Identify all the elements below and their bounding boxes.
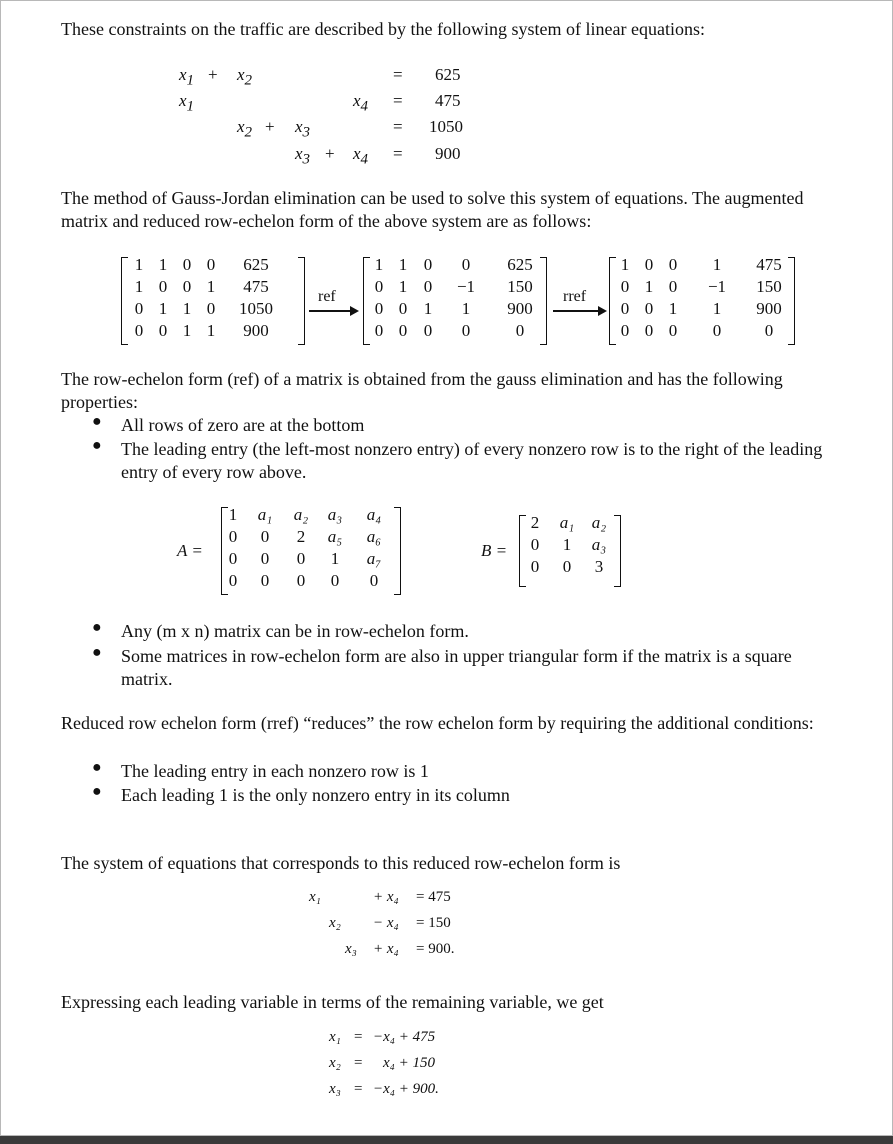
matrix-cell: 0 <box>182 277 192 296</box>
matrix-cell: 0 <box>182 255 192 274</box>
matrix-cell: 1 <box>620 255 630 274</box>
more-bullet-2: Some matrices in row-echelon form are also in upper triangular form if the matrix is a square matrix. <box>121 646 792 689</box>
sol-x1: x₁ <box>329 1029 341 1045</box>
sol-x2: x₂ <box>329 1055 341 1071</box>
matrix-cell: 0 <box>398 299 408 318</box>
eq2-equals: = <box>393 91 403 110</box>
eq3-plus: + <box>265 117 275 136</box>
intro-text: These constraints on the traffic are described by the following system of linear equations: <box>61 19 705 39</box>
matrix-cell: 150 <box>507 277 533 296</box>
sol-rhs1: −x₄ + 475 <box>373 1029 436 1045</box>
matrix-cell: 0 <box>620 277 630 296</box>
matrix-cell: 0 <box>644 299 654 318</box>
rref-bullet-2: Each leading 1 is the only nonzero entry in its column <box>121 785 510 805</box>
bullet-icon: ● <box>92 759 102 776</box>
matrix-cell: 900 <box>507 299 533 318</box>
matrix-cell: 0 <box>228 527 238 546</box>
matrix-cell: 1050 <box>239 299 273 318</box>
eq1-rhs: 625 <box>435 65 461 84</box>
bullet-icon: ● <box>92 437 102 454</box>
rs-rhs3: = 900. <box>416 941 455 957</box>
rs-plus-x4: + x₄ <box>373 889 399 905</box>
matrix-cell: 1 <box>712 255 722 274</box>
matrix-b <box>519 515 621 587</box>
eq3-equals: = <box>393 117 403 136</box>
rs-plus-x4b: + x₄ <box>373 941 399 957</box>
matrix-cell: 1 <box>562 535 572 554</box>
matrix-cell: 0 <box>668 277 678 296</box>
matrix-cell: 0 <box>668 255 678 274</box>
matrix-cell: −1 <box>456 277 476 296</box>
ref-arrow <box>309 310 351 312</box>
matrix-cell: a₃ <box>327 505 343 524</box>
express-text: Expressing each leading variable in terms of the remaining variable, we get <box>61 992 604 1012</box>
eq4-plus: + <box>325 144 335 163</box>
eq4-x3: $x_3$ <box>295 144 311 168</box>
matrix-cell: 475 <box>756 255 782 274</box>
matrix-cell: 0 <box>620 299 630 318</box>
sol-x3: x₃ <box>329 1081 341 1097</box>
sol-eq1: = <box>354 1029 363 1045</box>
matrix-cell: 625 <box>243 255 269 274</box>
bullet-icon: ● <box>92 413 102 430</box>
matrix-cell: 3 <box>594 557 604 576</box>
matrix-cell: 1 <box>158 299 168 318</box>
rs-x3: x₃ <box>345 941 357 957</box>
ref-matrix <box>363 257 547 345</box>
system-text: The system of equations that corresponds to this reduced row-echelon form is <box>61 853 621 873</box>
rref-label: rref <box>563 288 587 305</box>
matrix-cell: 0 <box>712 321 722 340</box>
matrix-cell: 0 <box>134 321 144 340</box>
matrix-cell: 1 <box>182 321 192 340</box>
matrix-cell: a₁ <box>257 505 273 524</box>
matrix-cell: 0 <box>668 321 678 340</box>
matrix-cell: 0 <box>260 571 270 590</box>
rref-bullet-1: The leading entry in each nonzero row is 1 <box>121 761 429 781</box>
ref-bullet-2: The leading entry (the left-most nonzero entry) of every nonzero row is to the right of the leading entry of every row above. <box>121 439 823 482</box>
matrix-cell: 0 <box>374 277 384 296</box>
matrix-cell: 0 <box>330 571 340 590</box>
rs-minus-x4: − x₄ <box>373 915 399 931</box>
eq4-rhs: 900 <box>435 144 461 163</box>
eq3-rhs: 1050 <box>429 117 463 136</box>
matrix-cell: 1 <box>134 277 144 296</box>
eq1-plus: + <box>208 65 218 84</box>
eq1-x2: $x_2$ <box>237 65 253 89</box>
matrix-cell: 0 <box>374 321 384 340</box>
matrix-cell: 0 <box>228 571 238 590</box>
eq2-x4: $x_4$ <box>353 91 369 115</box>
matrix-cell: 0 <box>461 321 471 340</box>
matrix-cell: 900 <box>756 299 782 318</box>
matrix-cell: 0 <box>260 527 270 546</box>
matrix-cell: 625 <box>507 255 533 274</box>
matrix-cell: 0 <box>644 321 654 340</box>
matrix-a-label: A = <box>177 541 203 560</box>
matrix-cell: 1 <box>206 321 216 340</box>
eq2-rhs: 475 <box>435 91 461 110</box>
matrix-cell: a₅ <box>327 527 343 546</box>
augmented-matrix <box>121 257 305 345</box>
matrix-cell: 0 <box>461 255 471 274</box>
sol-eq2: = <box>354 1055 363 1071</box>
matrix-cell: 1 <box>330 549 340 568</box>
matrix-cell: 0 <box>764 321 774 340</box>
matrix-cell: 0 <box>530 557 540 576</box>
matrix-cell: a₆ <box>366 527 382 546</box>
matrix-cell: 0 <box>158 277 168 296</box>
eq4-x4: $x_4$ <box>353 144 369 168</box>
matrix-cell: 0 <box>158 321 168 340</box>
sol-rhs2: x₄ + 150 <box>383 1055 435 1071</box>
matrix-cell: 0 <box>644 255 654 274</box>
matrix-cell: 1 <box>158 255 168 274</box>
matrix-cell: 0 <box>206 299 216 318</box>
matrix-cell: 1 <box>134 255 144 274</box>
bottom-bar <box>0 1136 893 1144</box>
matrix-cell: 0 <box>423 321 433 340</box>
matrix-cell: a₃ <box>591 535 607 554</box>
bullet-icon: ● <box>92 619 102 636</box>
matrix-cell: 2 <box>296 527 306 546</box>
matrix-cell: 1 <box>644 277 654 296</box>
rs-x2: x₂ <box>329 915 341 931</box>
rref-text: Reduced row echelon form (rref) “reduces” the row echelon form by requiring the additional conditions: <box>61 713 814 733</box>
matrix-cell: 0 <box>296 571 306 590</box>
rref-arrow <box>553 310 599 312</box>
rref-matrix <box>609 257 795 345</box>
sol-eq3: = <box>354 1081 363 1097</box>
matrix-cell: 1 <box>461 299 471 318</box>
bullet-icon: ● <box>92 644 102 661</box>
rs-rhs1: = 475 <box>416 889 451 905</box>
eq4-equals: = <box>393 144 403 163</box>
matrix-cell: −1 <box>707 277 727 296</box>
matrix-cell: 0 <box>423 255 433 274</box>
matrix-cell: 1 <box>228 505 238 524</box>
matrix-cell: 0 <box>228 549 238 568</box>
matrix-cell: 0 <box>296 549 306 568</box>
eq2-x1: $x_1$ <box>179 91 195 115</box>
eq3-x2: $x_2$ <box>237 117 253 141</box>
eq1-equals: = <box>393 65 403 84</box>
matrix-cell: 2 <box>530 513 540 532</box>
matrix-cell: 475 <box>243 277 269 296</box>
matrix-cell: 0 <box>515 321 525 340</box>
matrix-cell: 1 <box>398 255 408 274</box>
ref-label: ref <box>318 288 336 305</box>
rs-rhs2: = 150 <box>416 915 451 931</box>
ref-arrow-head <box>350 306 359 316</box>
gauss-jordan-text: The method of Gauss-Jordan elimination can be used to solve this system of equations. The augmented matrix and reduced row-echelon form of the above system are as follows: <box>61 188 804 231</box>
eq1-x1: $x_1$ <box>179 65 195 89</box>
matrix-cell: 1 <box>182 299 192 318</box>
matrix-cell: 0 <box>206 255 216 274</box>
matrix-cell: 0 <box>134 299 144 318</box>
bullet-icon: ● <box>92 783 102 800</box>
matrix-a <box>221 507 401 595</box>
matrix-b-label: B = <box>481 541 508 560</box>
matrix-cell: 0 <box>398 321 408 340</box>
matrix-cell: 0 <box>530 535 540 554</box>
matrix-cell: 900 <box>243 321 269 340</box>
eq3-x3: $x_3$ <box>295 117 311 141</box>
matrix-cell: a₄ <box>366 505 382 524</box>
matrix-cell: 0 <box>369 571 379 590</box>
matrix-cell: 1 <box>398 277 408 296</box>
matrix-cell: 0 <box>260 549 270 568</box>
matrix-cell: 1 <box>206 277 216 296</box>
rs-x1: x₁ <box>309 889 321 905</box>
rref-arrow-head <box>598 306 607 316</box>
matrix-cell: 0 <box>562 557 572 576</box>
matrix-cell: 0 <box>620 321 630 340</box>
matrix-cell: 1 <box>712 299 722 318</box>
matrix-cell: 0 <box>374 299 384 318</box>
ref-properties-text: The row-echelon form (ref) of a matrix is obtained from the gauss elimination and has the following properties: <box>61 369 783 412</box>
matrix-cell: 1 <box>423 299 433 318</box>
ref-bullet-1: All rows of zero are at the bottom <box>121 415 365 435</box>
matrix-cell: 1 <box>374 255 384 274</box>
matrix-cell: a₁ <box>559 513 575 532</box>
matrix-cell: 1 <box>668 299 678 318</box>
matrix-cell: a₂ <box>591 513 607 532</box>
matrix-cell: 0 <box>423 277 433 296</box>
matrix-cell: a₂ <box>293 505 309 524</box>
matrix-cell: 150 <box>756 277 782 296</box>
sol-rhs3: −x₄ + 900. <box>373 1081 439 1097</box>
more-bullet-1: Any (m x n) matrix can be in row-echelon form. <box>121 621 469 641</box>
matrix-cell: a₇ <box>366 549 382 568</box>
